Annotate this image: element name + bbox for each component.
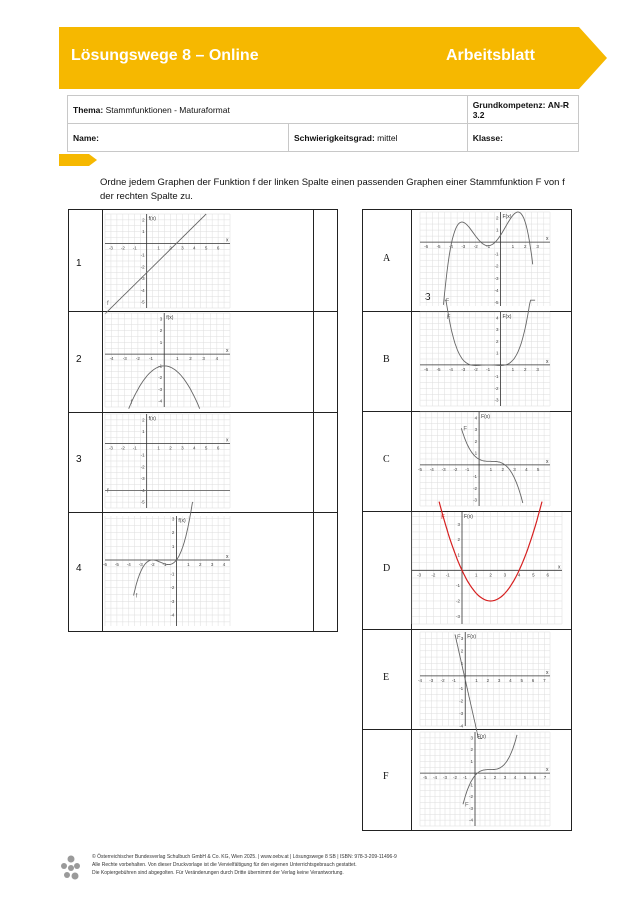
x-tick-label: 1 (489, 466, 493, 472)
x-tick-label: -1 (486, 244, 491, 250)
x-axis-label: x (226, 554, 229, 560)
x-tick-label: -2 (120, 445, 125, 451)
y-tick-label: -3 (494, 275, 499, 281)
y-tick-label: 1 (495, 350, 499, 356)
y-axis-label: f(x) (148, 416, 156, 422)
y-tick-label: -3 (494, 397, 499, 403)
x-tick-label: -6 (424, 244, 429, 250)
y-tick-label: -4 (170, 612, 175, 618)
x-tick-label: 3 (202, 356, 205, 362)
y-tick-label: 1 (470, 758, 473, 764)
x-tick-label: 2 (523, 244, 527, 250)
x-tick-label: -2 (440, 677, 445, 683)
thema-value: Stammfunktionen - Maturaformat (105, 104, 230, 115)
x-tick-label: -3 (138, 562, 143, 567)
x-tick-label: -4 (109, 356, 114, 362)
x-axis-label: x (546, 458, 549, 465)
x-tick-label: 6 (216, 245, 220, 251)
x-tick-label: 6 (533, 775, 537, 781)
x-tick-label: 3 (210, 562, 214, 567)
x-tick-label: 2 (169, 445, 172, 451)
graph-E (417, 632, 550, 729)
x-tick-label: -1 (132, 445, 137, 451)
y-tick-label: 4 (495, 315, 499, 321)
x-tick-label: -4 (432, 775, 438, 781)
x-tick-label: -3 (108, 445, 113, 451)
y-axis-label: f(x) (166, 315, 174, 321)
y-tick-label: 2 (142, 217, 145, 223)
graph-B (420, 312, 550, 406)
y-tick-label: -2 (140, 264, 145, 270)
y-tick-label: -2 (170, 585, 175, 590)
x-tick-label: -3 (441, 466, 446, 472)
row-letter-D: D (383, 563, 391, 574)
y-tick-label: -2 (494, 385, 499, 391)
y-tick-label: -1 (473, 474, 478, 480)
x-tick-label: 3 (536, 244, 539, 250)
x-tick-label: 5 (204, 445, 208, 451)
x-tick-label: -5 (114, 562, 119, 567)
x-tick-label: 1 (511, 244, 515, 250)
y-tick-label: -4 (158, 398, 163, 404)
y-tick-label: -2 (140, 464, 145, 470)
x-axis-label: x (226, 437, 229, 444)
x-tick-label: 3 (503, 775, 507, 781)
x-axis-label: x (546, 669, 549, 676)
x-tick-label: 3 (181, 245, 184, 251)
y-tick-label: 1 (142, 229, 145, 235)
graph-3 (105, 414, 230, 508)
x-tick-label: -2 (135, 356, 140, 362)
row-letter-E: E (383, 672, 390, 683)
y-axis-label: F(x) (502, 314, 512, 320)
curve-label: F (445, 299, 450, 305)
y-tick-label: 1 (171, 543, 175, 549)
x-tick-label: 2 (486, 677, 490, 683)
x-tick-label: 4 (517, 572, 521, 578)
x-tick-label: 2 (501, 466, 504, 472)
y-tick-label: -3 (140, 476, 145, 482)
y-tick-label: -5 (140, 499, 145, 505)
y-tick-label: 2 (474, 438, 478, 444)
grund-cell (467, 96, 578, 124)
y-tick-label: -1 (455, 583, 460, 589)
x-tick-label: 5 (536, 466, 540, 472)
curve-label: f (107, 301, 109, 307)
x-tick-label: 4 (513, 775, 517, 781)
y-tick-label: 3 (457, 521, 460, 527)
name-cell (68, 124, 289, 152)
x-tick-label: 2 (198, 562, 202, 567)
y-tick-label: 1 (474, 450, 478, 456)
y-tick-label: -4 (459, 723, 464, 729)
row-number-3: 3 (76, 454, 82, 465)
x-tick-label: -2 (473, 366, 478, 372)
curve-label: F (457, 635, 461, 641)
footer-text (92, 853, 397, 877)
curve-label: F (446, 315, 451, 321)
header-table (67, 95, 579, 152)
x-axis-label: x (226, 237, 229, 244)
x-tick-label: -1 (486, 366, 491, 372)
y-tick-label: -3 (455, 613, 460, 619)
curve-label: f (107, 488, 109, 495)
x-tick-label: -1 (462, 775, 468, 781)
x-tick-label: -2 (431, 572, 436, 578)
x-axis-label: x (546, 767, 549, 774)
x-tick-label: 1 (157, 245, 160, 251)
y-tick-label: -4 (140, 287, 145, 293)
schwierig-value: mittel (377, 132, 398, 143)
x-tick-label: -3 (429, 677, 434, 683)
x-tick-label: -3 (108, 245, 113, 251)
x-tick-label: -3 (461, 244, 466, 250)
x-tick-label: 7 (543, 775, 547, 781)
function-curve (105, 214, 206, 314)
x-tick-label: -1 (162, 562, 167, 567)
y-axis-label: f(x) (178, 518, 186, 524)
y-tick-label: -3 (140, 276, 145, 282)
section-marker (59, 154, 97, 166)
y-tick-label: -1 (494, 374, 499, 380)
footer-line-2: Alle Rechte vorbehalten. Von dieser Druckvorlage ist die Vervielfältigung für den eigenen Unterrichtsgebrauch gestattet. (92, 862, 357, 868)
x-tick-label: 4 (525, 466, 528, 472)
x-tick-label: 3 (181, 445, 184, 451)
x-tick-label: 5 (532, 572, 535, 578)
x-tick-label: -1 (445, 572, 450, 578)
x-tick-label: -4 (417, 677, 423, 683)
x-tick-label: -4 (126, 562, 131, 567)
footer-line-3: Die Kopiergebühren sind abgegolten. Für Veränderungen durch Dritte übernimmt der Verlag keine Verantwortung. (92, 870, 344, 876)
x-tick-label: 6 (546, 572, 549, 578)
y-axis-label: F(x) (481, 414, 490, 420)
x-tick-label: 3 (536, 366, 539, 372)
y-tick-label: -2 (459, 698, 464, 704)
y-axis-label: F(x) (502, 214, 512, 220)
x-tick-label: -5 (417, 466, 423, 472)
row-letter-C: C (383, 454, 390, 465)
graph-4 (102, 516, 230, 626)
curve-label: F (463, 426, 468, 433)
x-tick-label: 7 (543, 677, 546, 683)
y-tick-label: -3 (473, 497, 478, 503)
thema-cell (68, 96, 468, 124)
y-tick-label: 1 (495, 227, 499, 233)
x-tick-label: -6 (424, 366, 429, 372)
x-tick-label: -4 (429, 466, 434, 472)
x-tick-label: 2 (169, 245, 172, 251)
instruction-text: Ordne jedem Graphen der Funktion f der linken Spalte einen passenden Graphen einer Stammfunktion F von f der rechten Spalte zu. (100, 177, 565, 202)
y-tick-label: -4 (468, 817, 473, 823)
row-letter-A: A (383, 253, 391, 264)
graph-A (420, 212, 550, 306)
schwierig-cell (289, 124, 468, 152)
x-tick-label: 6 (531, 677, 535, 683)
grund-value: AN-R 3.2 (472, 99, 570, 120)
y-axis-label: f(x) (148, 216, 156, 222)
x-tick-label: -4 (448, 366, 453, 372)
x-tick-label: 2 (493, 775, 497, 781)
y-tick-label: -2 (468, 794, 473, 800)
y-tick-label: -4 (494, 287, 499, 293)
y-tick-label: 3 (460, 635, 464, 641)
x-tick-label: -3 (442, 775, 448, 781)
x-tick-label: 1 (483, 775, 487, 781)
y-tick-label: -2 (455, 598, 460, 604)
handwritten-note: 3 (425, 292, 431, 303)
publisher-logo (60, 854, 82, 882)
x-tick-label: -3 (417, 572, 422, 578)
thema-label: Thema: (73, 104, 104, 115)
curve-label: f (135, 593, 138, 600)
y-tick-label: 1 (159, 339, 163, 345)
y-tick-label: 2 (142, 417, 145, 423)
x-tick-label: 4 (193, 245, 196, 251)
banner-title: Lösungswege 8 – Online (71, 47, 259, 64)
x-tick-label: -5 (436, 366, 441, 372)
x-axis-label: x (558, 564, 561, 571)
x-tick-label: 6 (216, 445, 220, 451)
graph-C (417, 412, 550, 506)
y-tick-label: 1 (142, 429, 145, 435)
y-tick-label: 2 (159, 328, 163, 334)
y-axis-label: F(x) (477, 734, 486, 740)
graph-D (412, 512, 562, 624)
graph-F (420, 732, 550, 826)
graph-1 (105, 214, 230, 308)
graph-2 (105, 313, 230, 407)
klasse-cell (467, 124, 578, 152)
y-tick-label: -5 (140, 299, 145, 305)
x-tick-label: -1 (149, 356, 154, 362)
y-tick-label: 2 (460, 648, 464, 654)
x-tick-label: 1 (475, 677, 478, 683)
x-tick-label: 2 (489, 572, 492, 578)
curve-label: F (465, 802, 469, 809)
x-tick-label: 5 (523, 775, 527, 781)
footer-line-1: © Österreichischer Bundesverlag Schulbuch GmbH & Co. KG, Wien 2025. | www.oebv.at | Lösungswege 8 SB | ISBN: 978-3-209-11496-9 (92, 854, 397, 860)
klasse-label: Klasse: (472, 132, 503, 143)
y-tick-label: -1 (459, 685, 464, 691)
x-tick-label: -1 (132, 245, 137, 251)
schwierig-label: Schwierigkeitsgrad: (294, 132, 375, 143)
x-tick-label: 1 (475, 572, 478, 578)
x-tick-label: -2 (453, 466, 458, 472)
y-tick-label: 1 (460, 660, 464, 666)
x-tick-label: -2 (452, 775, 458, 781)
x-tick-label: -2 (150, 562, 155, 567)
x-axis-label: x (226, 348, 229, 355)
y-tick-label: 2 (171, 530, 175, 535)
x-tick-label: 2 (189, 356, 192, 362)
x-tick-label: 4 (215, 356, 219, 362)
y-tick-label: 3 (159, 316, 163, 322)
y-tick-label: -2 (494, 263, 499, 269)
x-tick-label: -5 (436, 244, 441, 250)
y-tick-label: -2 (158, 375, 163, 381)
y-tick-label: -1 (140, 452, 145, 458)
function-curve (461, 428, 522, 503)
y-tick-label: 1 (457, 552, 460, 558)
banner-type: Arbeitsblatt (446, 47, 535, 64)
y-axis-label: F(x) (464, 514, 473, 520)
x-tick-label: -3 (461, 366, 466, 372)
row-number-4: 4 (76, 563, 82, 574)
y-tick-label: 3 (470, 735, 473, 741)
y-tick-label: -1 (170, 571, 175, 577)
y-tick-label: -3 (170, 598, 175, 604)
y-tick-label: -1 (494, 251, 499, 257)
x-tick-label: 4 (193, 445, 196, 451)
x-tick-label: 1 (157, 445, 160, 451)
y-axis-label: F(x) (467, 634, 477, 640)
x-tick-label: 5 (204, 245, 208, 251)
x-tick-label: 4 (509, 677, 512, 683)
y-tick-label: 2 (495, 338, 499, 344)
y-tick-label: 2 (470, 747, 473, 753)
x-tick-label: -1 (465, 466, 470, 472)
x-axis-label: x (546, 236, 549, 243)
y-tick-label: -5 (494, 299, 499, 305)
name-label: Name: (73, 132, 99, 143)
curve-label: F (441, 515, 445, 521)
y-tick-label: -4 (140, 487, 145, 493)
x-tick-label: 3 (503, 572, 507, 578)
x-tick-label: 3 (497, 677, 501, 683)
y-tick-label: -2 (473, 485, 478, 491)
row-letter-B: B (383, 354, 390, 365)
x-tick-label: 5 (520, 677, 523, 683)
x-tick-label: 1 (187, 562, 190, 567)
y-tick-label: -1 (468, 782, 473, 788)
x-tick-label: -1 (451, 677, 456, 683)
x-tick-label: 2 (523, 366, 527, 372)
x-tick-label: -2 (120, 245, 125, 251)
y-tick-label: 2 (457, 537, 460, 543)
y-tick-label: 3 (171, 516, 175, 522)
x-axis-label: x (546, 358, 549, 365)
y-tick-label: -3 (468, 805, 473, 811)
y-tick-label: -1 (140, 252, 145, 258)
row-letter-F: F (383, 771, 389, 782)
y-tick-label: -1 (158, 363, 163, 369)
curve-label: f (130, 400, 133, 406)
y-tick-label: 3 (495, 327, 499, 333)
x-tick-label: 1 (511, 366, 515, 372)
y-tick-label: 4 (474, 415, 478, 421)
x-tick-label: 1 (176, 356, 179, 362)
y-tick-label: -3 (158, 386, 163, 392)
x-tick-label: -3 (122, 356, 127, 362)
row-number-2: 2 (76, 354, 82, 365)
x-tick-label: -6 (102, 562, 108, 567)
title-banner (59, 27, 607, 89)
x-tick-label: 3 (513, 466, 516, 472)
row-number-1: 1 (76, 258, 82, 269)
x-tick-label: -5 (422, 775, 428, 781)
y-tick-label: 2 (495, 215, 499, 221)
x-tick-label: 4 (222, 562, 226, 567)
y-tick-label: -3 (459, 710, 464, 716)
grund-label: Grundkompetenz: (472, 99, 546, 110)
x-tick-label: -4 (448, 244, 453, 250)
function-curve (134, 499, 194, 595)
y-tick-label: 3 (474, 427, 478, 433)
x-tick-label: -2 (473, 244, 478, 250)
